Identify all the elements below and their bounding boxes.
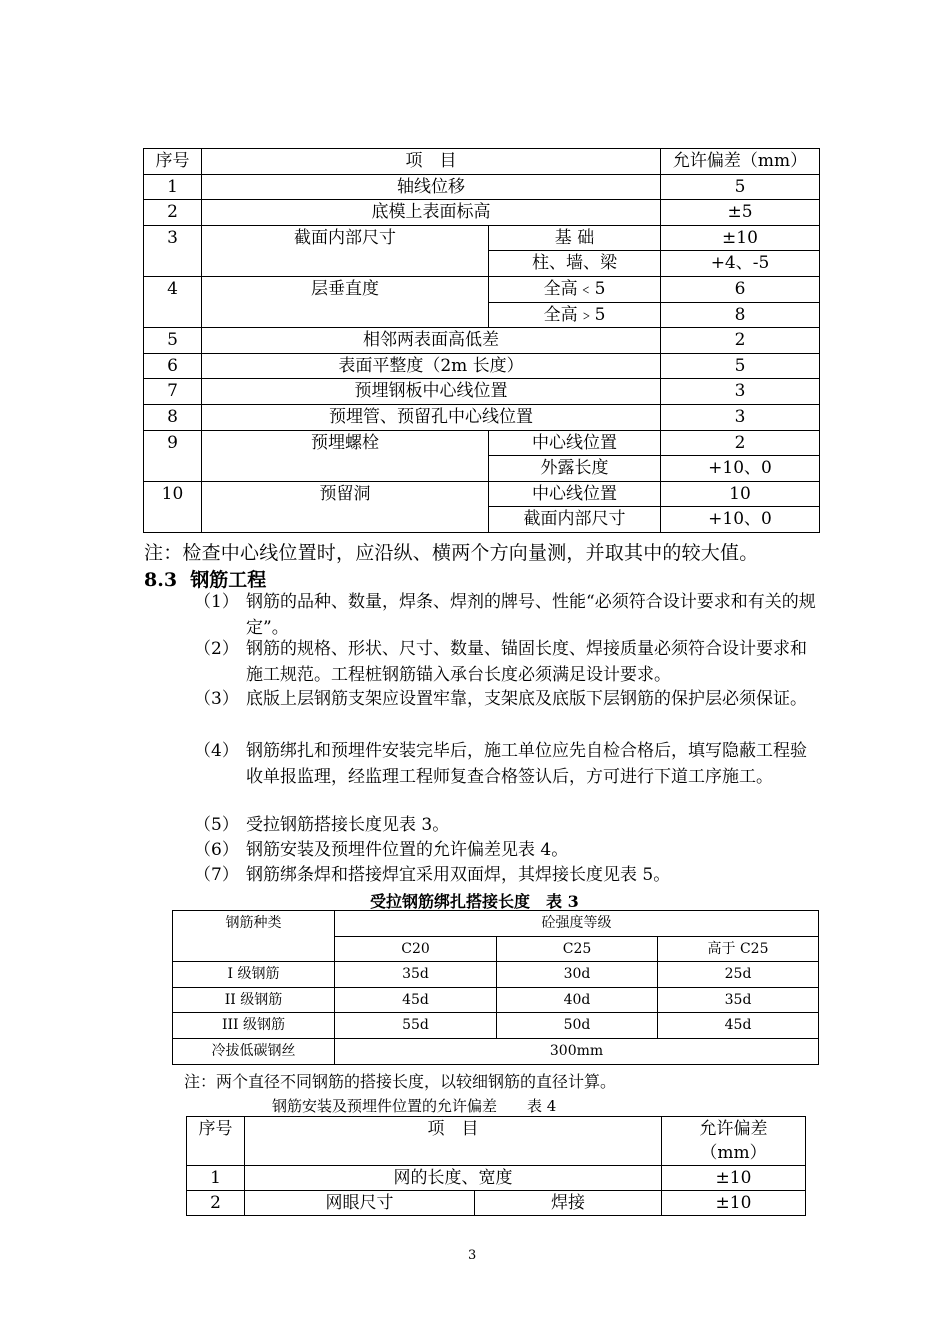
row-tolerance: 2	[661, 328, 820, 354]
row-item: 网眼尺寸	[245, 1191, 475, 1216]
list-item-number: （6）	[194, 840, 239, 860]
row-subitem: 全高﹥5	[489, 302, 661, 328]
row-no: 9	[144, 430, 202, 481]
row-item: 截面内部尺寸	[202, 225, 489, 276]
row-value: 25d	[658, 962, 819, 988]
row-tolerance: ±5	[661, 200, 820, 226]
row-tolerance: 6	[661, 276, 820, 302]
row-subitem: 中心线位置	[489, 430, 661, 456]
table-row	[144, 481, 820, 507]
row-item: 预留洞	[202, 481, 489, 532]
list-item-text: 钢筋安装及预埋件位置的允许偏差见表 4。	[246, 840, 569, 860]
row-tolerance: 8	[661, 302, 820, 328]
table-row	[144, 225, 820, 251]
header-item: 项 目	[202, 149, 661, 175]
row-value: 45d	[658, 1013, 819, 1039]
row-subitem: 焊接	[475, 1191, 662, 1216]
table-header-row	[144, 149, 820, 175]
row-subitem: 截面内部尺寸	[489, 507, 661, 533]
row-no: 2	[144, 200, 202, 226]
row-tolerance: +10、0	[661, 456, 820, 482]
header-grade: C25	[497, 936, 658, 962]
row-tolerance: 5	[661, 174, 820, 200]
row-rebar-type: II 级钢筋	[173, 987, 335, 1013]
table-caption: 受拉钢筋绑扎搭接长度 表 3	[370, 892, 579, 911]
table-row	[144, 276, 820, 302]
row-tolerance: 3	[661, 404, 820, 430]
section-heading	[144, 565, 266, 592]
table-row	[173, 987, 819, 1013]
row-item: 轴线位移	[202, 174, 661, 200]
row-no: 1	[187, 1166, 245, 1191]
table-caption: 钢筋安装及预埋件位置的允许偏差 表 4	[272, 1097, 557, 1115]
table-row	[144, 430, 820, 456]
table-row	[144, 328, 820, 354]
row-item: 表面平整度（2m 长度）	[202, 353, 661, 379]
row-value: 30d	[497, 962, 658, 988]
row-subitem: 中心线位置	[489, 481, 661, 507]
row-no: 8	[144, 404, 202, 430]
list-item-text: 钢筋的品种、数量，焊条、焊剂的牌号、性能“必须符合设计要求和有关的规定”。	[246, 592, 816, 638]
row-tolerance: ±10	[661, 225, 820, 251]
row-tolerance: +4、-5	[661, 251, 820, 277]
table-row	[144, 174, 820, 200]
row-value: 50d	[497, 1013, 658, 1039]
row-rebar-type: III 级钢筋	[173, 1013, 335, 1039]
page-number: 3	[468, 1248, 477, 1263]
header-tolerance-unit: （mm）	[700, 1143, 767, 1163]
table-row	[173, 1038, 819, 1064]
row-subitem: 基 础	[489, 225, 661, 251]
row-item: 预埋管、预留孔中心线位置	[202, 404, 661, 430]
table-row	[144, 379, 820, 405]
list-item-text: 钢筋绑扎和预埋件安装完毕后，施工单位应先自检合格后，填写隐蔽工程验收单报监理，经监理工程师复查合格签认后，方可进行下道工序施工。	[246, 741, 807, 787]
row-item: 底模上表面标高	[202, 200, 661, 226]
list-item-text: 底版上层钢筋支架应设置牢靠，支架底及底版下层钢筋的保护层必须保证。	[246, 689, 807, 709]
table-row	[187, 1191, 806, 1216]
row-no: 10	[144, 481, 202, 532]
row-rebar-type: I 级钢筋	[173, 962, 335, 988]
table-note: 注：两个直径不同钢筋的搭接长度，以较细钢筋的直径计算。	[184, 1072, 617, 1091]
list-item-text: 钢筋的规格、形状、尺寸、数量、锚固长度、焊接质量必须符合设计要求和施工规范。工程桩钢筋锚入承台长度必须满足设计要求。	[246, 639, 807, 685]
row-item: 层垂直度	[202, 276, 489, 327]
row-subitem: 外露长度	[489, 456, 661, 482]
row-no: 3	[144, 225, 202, 276]
row-value: 40d	[497, 987, 658, 1013]
header-tolerance	[662, 1117, 806, 1166]
table-header-row	[173, 911, 819, 937]
row-value: 35d	[335, 962, 497, 988]
list-item-number: （5）	[194, 815, 239, 835]
row-value: 55d	[335, 1013, 497, 1039]
list-item-number: （7）	[194, 865, 239, 885]
list-item-number: （4）	[194, 741, 239, 761]
row-no: 6	[144, 353, 202, 379]
header-grade: 高于 C25	[658, 936, 819, 962]
list-item-number: （1）	[194, 592, 239, 612]
row-no: 2	[187, 1191, 245, 1216]
row-tolerance: 2	[661, 430, 820, 456]
row-value: 300mm	[335, 1038, 819, 1064]
row-no: 1	[144, 174, 202, 200]
row-tolerance: 3	[661, 379, 820, 405]
list-item-text: 钢筋绑条焊和搭接焊宜采用双面焊，其焊接长度见表 5。	[246, 865, 671, 885]
header-no: 序号	[187, 1117, 245, 1166]
header-tolerance: 允许偏差（mm）	[661, 149, 820, 175]
row-no: 4	[144, 276, 202, 327]
table-header-row	[187, 1117, 806, 1166]
header-no: 序号	[144, 149, 202, 175]
row-item: 预埋钢板中心线位置	[202, 379, 661, 405]
header-tolerance-label: 允许偏差	[699, 1119, 768, 1139]
row-rebar-type: 冷拔低碳钢丝	[173, 1038, 335, 1064]
header-concrete-grade: 砼强度等级	[335, 911, 819, 937]
row-item: 相邻两表面高低差	[202, 328, 661, 354]
tolerance-table-formwork	[143, 148, 820, 533]
table-row	[173, 962, 819, 988]
row-tolerance: 5	[661, 353, 820, 379]
row-tolerance: 10	[661, 481, 820, 507]
list-item-text: 受拉钢筋搭接长度见表 3。	[246, 815, 450, 835]
list-item-number: （2）	[194, 639, 239, 659]
row-subitem: 全高﹤5	[489, 276, 661, 302]
row-no: 5	[144, 328, 202, 354]
row-item: 网的长度、宽度	[245, 1166, 662, 1191]
header-rebar-type: 钢筋种类	[173, 911, 335, 962]
row-subitem: 柱、墙、梁	[489, 251, 661, 277]
row-no: 7	[144, 379, 202, 405]
table-note: 注：检查中心线位置时，应沿纵、横两个方向量测，并取其中的较大值。	[144, 542, 759, 564]
table-row	[144, 404, 820, 430]
tolerance-table-rebar	[186, 1116, 806, 1216]
header-grade: C20	[335, 936, 497, 962]
row-tolerance: +10、0	[661, 507, 820, 533]
list-item-number: （3）	[194, 689, 239, 709]
table-row	[144, 353, 820, 379]
lap-length-table	[172, 910, 819, 1065]
section-title: 钢筋工程	[190, 569, 267, 591]
row-tolerance: ±10	[662, 1191, 806, 1216]
row-tolerance: ±10	[662, 1166, 806, 1191]
row-item: 预埋螺栓	[202, 430, 489, 481]
table-row	[187, 1166, 806, 1191]
row-value: 35d	[658, 987, 819, 1013]
header-item: 项 目	[245, 1117, 662, 1166]
section-number: 8.3	[144, 569, 178, 591]
table-row	[173, 1013, 819, 1039]
table-row	[144, 200, 820, 226]
row-value: 45d	[335, 987, 497, 1013]
